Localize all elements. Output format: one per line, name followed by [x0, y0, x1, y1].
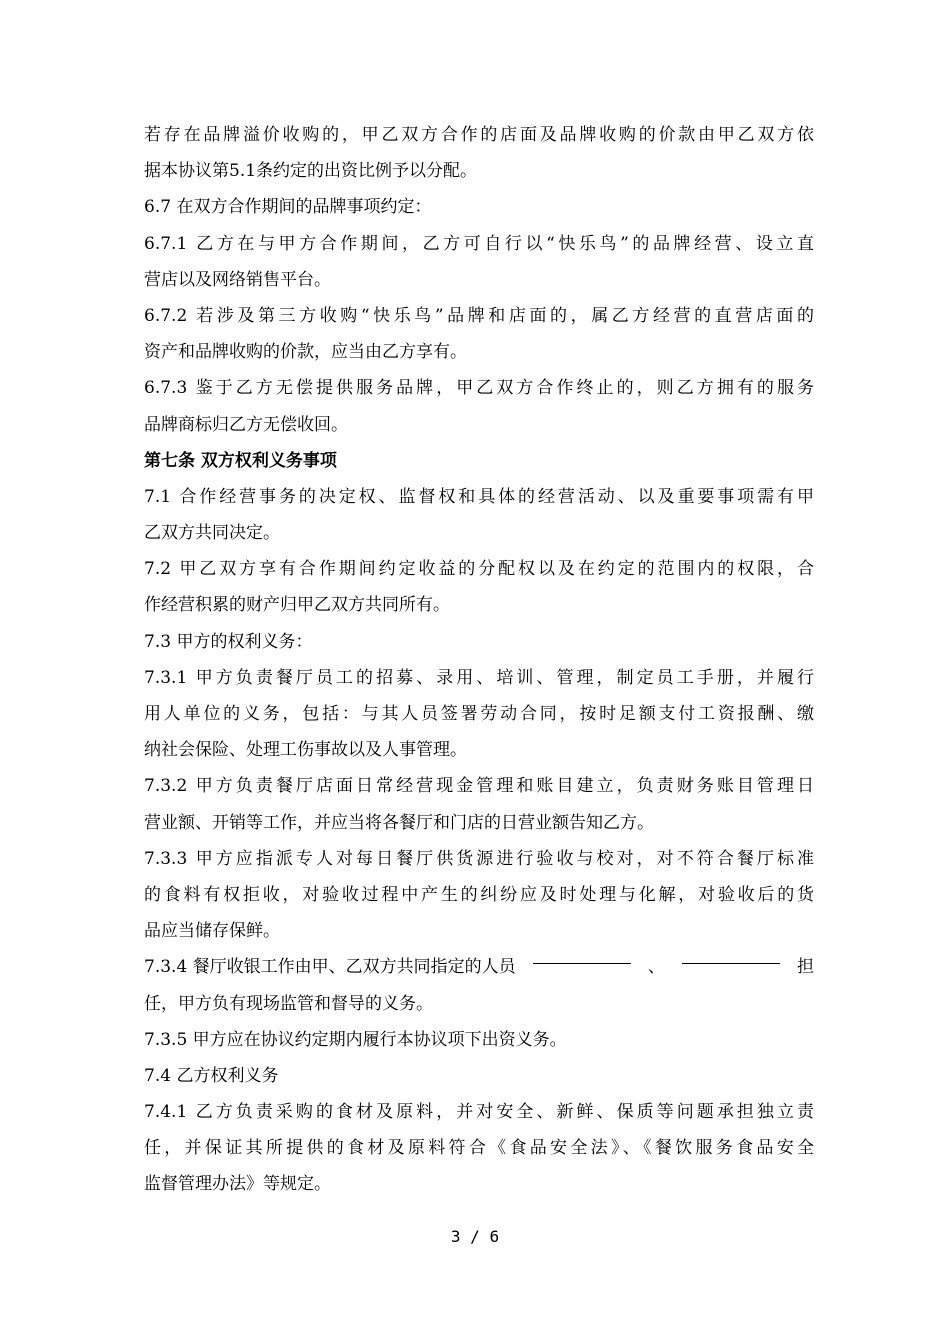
page-number: 3 / 6: [450, 1227, 500, 1246]
section-heading-7-4: 7.4 乙方权利义务: [144, 1065, 279, 1086]
text-line: 作经营积累的财产归甲乙双方共同所有。: [144, 595, 450, 616]
document-body: [144, 117, 814, 1203]
text-line: 品应当储存保鲜。: [144, 921, 280, 942]
text-line: 营店以及网络销售平台。: [144, 269, 331, 290]
text-line: 6.7.1 乙方在与甲方合作期间，乙方可自行以“快乐鸟”的品牌经营、设立直: [144, 233, 814, 254]
section-heading-7-3: 7.3 甲方的权利义务：: [144, 631, 313, 652]
text-line: 纳社会保险、处理工伤事故以及人事管理。: [144, 740, 467, 761]
text-line: 6.7.2 若涉及第三方收购“快乐鸟”品牌和店面的，属乙方经营的直营店面的: [144, 305, 814, 326]
text-line: 7.3.1 甲方负责餐厅员工的招募、录用、培训、管理，制定员工手册，并履行: [144, 667, 814, 688]
text-line-7-3-4: [144, 949, 814, 985]
text-line: 任，甲方负有现场监管和督导的义务。: [144, 993, 433, 1014]
section-heading-7-3-5: 7.3.5 甲方应在协议约定期内履行本协议项下出资义务。: [144, 1029, 567, 1050]
text-line: 7.3.2 甲方负责餐厅店面日常经营现金管理和账目建立，负责财务账目管理日: [144, 776, 814, 797]
text-line: 营业额、开销等工作，并应当将各餐厅和门店的日营业额告知乙方。: [144, 812, 654, 833]
text-segment: 担: [796, 957, 814, 978]
text-line: 资产和品牌收购的价款，应当由乙方享有。: [144, 342, 467, 363]
section-heading-6-7: 6.7 在双方合作期间的品牌事项约定：: [144, 197, 432, 218]
text-line: 的食料有权拒收，对验收过程中产生的纠纷应及时处理与化解，对验收后的货: [144, 884, 814, 905]
text-segment: 、: [647, 957, 665, 978]
blank-field-1: [533, 949, 631, 964]
text-line: 任，并保证其所提供的食材及原料符合《食品安全法》、《餐饮服务食品安全: [144, 1138, 814, 1159]
text-line: 7.1 合作经营事务的决定权、监督权和具体的经营活动、以及重要事项需有甲: [144, 486, 814, 507]
text-line: 7.4.1 乙方负责采购的食材及原料，并对安全、新鲜、保质等问题承担独立责: [144, 1102, 814, 1123]
blank-field-2: [682, 949, 780, 964]
text-line: 品牌商标归乙方无偿收回。: [144, 414, 348, 435]
text-line: 7.3.3 甲方应指派专人对每日餐厅供货源进行验收与校对，对不符合餐厅标准: [144, 848, 814, 869]
text-line: 7.2 甲乙双方享有合作期间约定收益的分配权以及在约定的范围内的权限，合: [144, 559, 814, 580]
text-line: 用人单位的义务，包括：与其人员签署劳动合同，按时足额支付工资报酬、缴: [144, 704, 814, 724]
text-line: 6.7.3 鉴于乙方无偿提供服务品牌，甲乙双方合作终止的，则乙方拥有的服务: [144, 378, 814, 399]
text-line: 若存在品牌溢价收购的，甲乙双方合作的店面及品牌收购的价款由甲乙双方依: [144, 125, 814, 145]
text-line: 监督管理办法》等规定。: [144, 1174, 331, 1195]
article-heading-7: 第七条 双方权利义务事项: [144, 450, 337, 471]
text-segment: 7.3.4 餐厅收银工作由甲、乙双方共同指定的人员: [144, 957, 516, 978]
text-line: 据本协议第5.1条约定的出资比例予以分配。: [144, 161, 478, 182]
text-line: 乙双方共同决定。: [144, 523, 280, 544]
